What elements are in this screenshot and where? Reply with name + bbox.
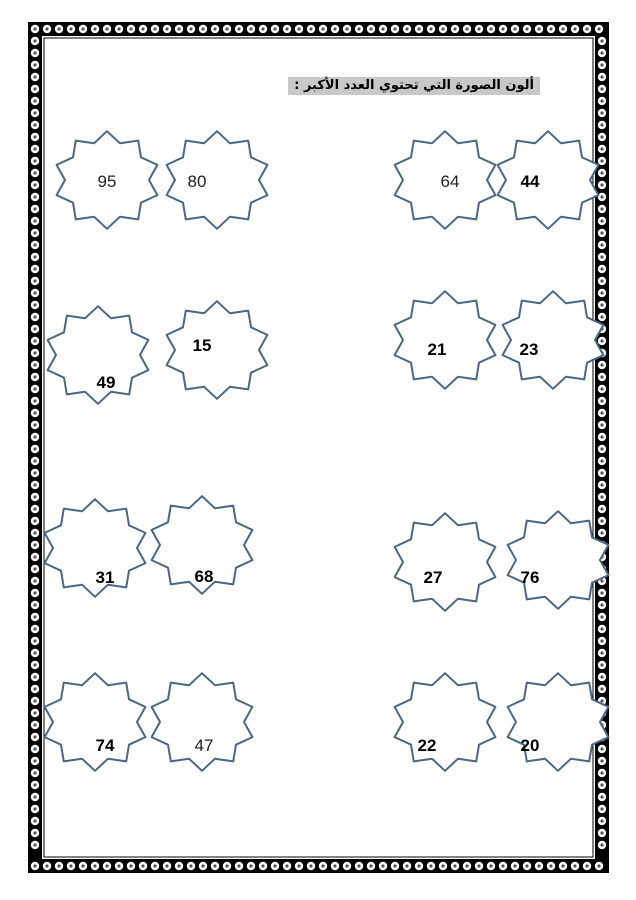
star-shape[interactable]	[152, 673, 253, 771]
star-shape[interactable]	[167, 301, 268, 399]
star-number: 23	[519, 340, 539, 359]
star-shape[interactable]	[45, 673, 146, 771]
star-shape[interactable]	[498, 131, 599, 229]
star-number: 15	[192, 336, 212, 355]
star-shape[interactable]	[508, 673, 609, 771]
star-number: 64	[440, 172, 460, 191]
star-number: 76	[520, 568, 540, 587]
star-shape[interactable]	[508, 511, 609, 609]
star-number: 74	[95, 736, 115, 755]
star-shape[interactable]	[395, 513, 496, 611]
star-number: 22	[417, 736, 437, 755]
star-number: 20	[520, 736, 540, 755]
star-number: 31	[95, 568, 115, 587]
star-number: 49	[96, 373, 116, 392]
star-number: 47	[194, 736, 214, 755]
star-number: 44	[520, 172, 540, 191]
star-shape[interactable]	[167, 131, 268, 229]
star-number: 80	[187, 172, 207, 191]
star-shape[interactable]	[395, 673, 496, 771]
star-number: 27	[423, 568, 443, 587]
star-number: 21	[427, 340, 447, 359]
star-number: 95	[97, 172, 117, 191]
star-number: 68	[194, 567, 214, 586]
instruction-text: ألون الصورة التي تحتوي العدد الأكبر :	[288, 77, 540, 95]
star-shape[interactable]	[503, 291, 604, 389]
